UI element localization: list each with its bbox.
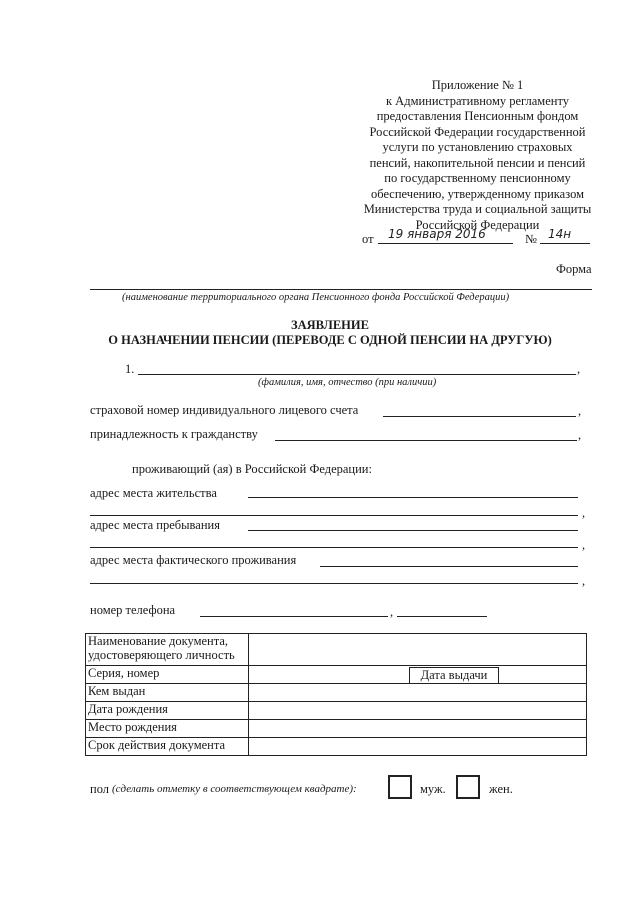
organ-field-line[interactable]	[90, 289, 592, 290]
address-stay-label: адрес места пребывания	[90, 518, 220, 532]
form-label: Форма	[556, 262, 592, 276]
number-prefix: №	[525, 232, 537, 246]
gender-male-checkbox[interactable]	[388, 775, 412, 799]
page-subtitle: О НАЗНАЧЕНИИ ПЕНСИИ (ПЕРЕВОДЕ С ОДНОЙ ПЕНСИИ НА ДРУГУЮ)	[108, 333, 552, 347]
row-label: Серия, номер	[86, 666, 249, 684]
phone-field-line-1[interactable]	[200, 616, 388, 617]
table-row	[86, 738, 587, 756]
annex-header	[355, 78, 600, 233]
phone-field-line-2[interactable]	[397, 616, 487, 617]
phone-label: номер телефона	[90, 603, 176, 617]
annex-line: Российской Федерации	[415, 217, 540, 232]
annex-line: по государственному пенсионному	[384, 171, 571, 185]
address-stay-line-2[interactable]	[90, 547, 578, 548]
gender-female-label: жен.	[489, 782, 513, 796]
organ-caption: (наименование территориального органа Пенсионного фонда Российской Федерации)	[122, 292, 510, 303]
order-date: 19 января 2016	[388, 227, 486, 241]
row-label: Наименование документа, удостоверяющего личность	[86, 634, 249, 666]
table-row	[86, 702, 587, 720]
comma: ,	[577, 362, 581, 376]
page-title: ЗАЯВЛЕНИЕ	[291, 318, 369, 332]
annex-line: пенсий, накопительной пенсии и пенсий	[369, 155, 586, 170]
annex-line: Приложение № 1	[431, 78, 524, 92]
comma: ,	[578, 404, 582, 418]
fio-number: 1.	[125, 362, 135, 376]
gender-hint: (сделать отметку в соответствующем квадрате):	[112, 783, 357, 795]
annex-line: Российской Федерации государственной	[369, 124, 586, 139]
row-value[interactable]	[249, 738, 587, 756]
row-label: Дата рождения	[86, 702, 249, 720]
annex-line: предоставления Пенсионным фондом	[376, 109, 579, 123]
table-row	[86, 634, 587, 666]
order-number: 14н	[548, 227, 572, 241]
snils-label: страховой номер индивидуального лицевого счета	[90, 403, 359, 417]
row-value[interactable]	[249, 720, 587, 738]
table-row	[86, 666, 587, 684]
id-document-table	[85, 633, 587, 756]
fio-field-line[interactable]	[138, 374, 576, 375]
address-stay-line-1[interactable]	[248, 530, 578, 531]
annex-line: Министерства труда и социальной защиты	[363, 202, 592, 216]
comma: ,	[390, 605, 394, 619]
comma: ,	[578, 428, 582, 442]
gender-male-label: муж.	[420, 782, 446, 796]
address-residence-line-2[interactable]	[90, 515, 578, 516]
order-date-line	[378, 243, 513, 244]
order-number-line	[540, 243, 590, 244]
row-label: Место рождения	[86, 720, 249, 738]
address-actual-label: адрес места фактического проживания	[90, 553, 297, 567]
issue-date-label: Дата выдачи	[409, 667, 499, 684]
row-value[interactable]	[249, 684, 587, 702]
gender-female-checkbox[interactable]	[456, 775, 480, 799]
fio-caption: (фамилия, имя, отчество (при наличии)	[258, 377, 437, 388]
annex-line: услуги по установлению страховых	[382, 140, 573, 154]
gender-label: пол	[90, 782, 110, 796]
residing-label: проживающий (ая) в Российской Федерации:	[132, 462, 372, 476]
citizenship-label: принадлежность к гражданству	[90, 427, 258, 441]
row-label: Кем выдан	[86, 684, 249, 702]
address-actual-line-2[interactable]	[90, 583, 578, 584]
citizenship-field-line[interactable]	[275, 440, 577, 441]
table-row	[86, 720, 587, 738]
row-value[interactable]	[249, 634, 587, 666]
row-value[interactable]	[249, 702, 587, 720]
comma: ,	[582, 506, 586, 520]
date-prefix: от	[362, 232, 374, 246]
table-row	[86, 684, 587, 702]
annex-line: к Административному регламенту	[385, 93, 569, 108]
row-label: Срок действия документа	[86, 738, 249, 756]
address-residence-line-1[interactable]	[248, 497, 578, 498]
address-actual-line-1[interactable]	[320, 566, 578, 567]
snils-field-line[interactable]	[383, 416, 576, 417]
comma: ,	[582, 538, 586, 552]
annex-line: обеспечению, утвержденному приказом	[371, 186, 584, 201]
address-residence-label: адрес места жительства	[90, 486, 217, 500]
comma: ,	[582, 574, 586, 588]
